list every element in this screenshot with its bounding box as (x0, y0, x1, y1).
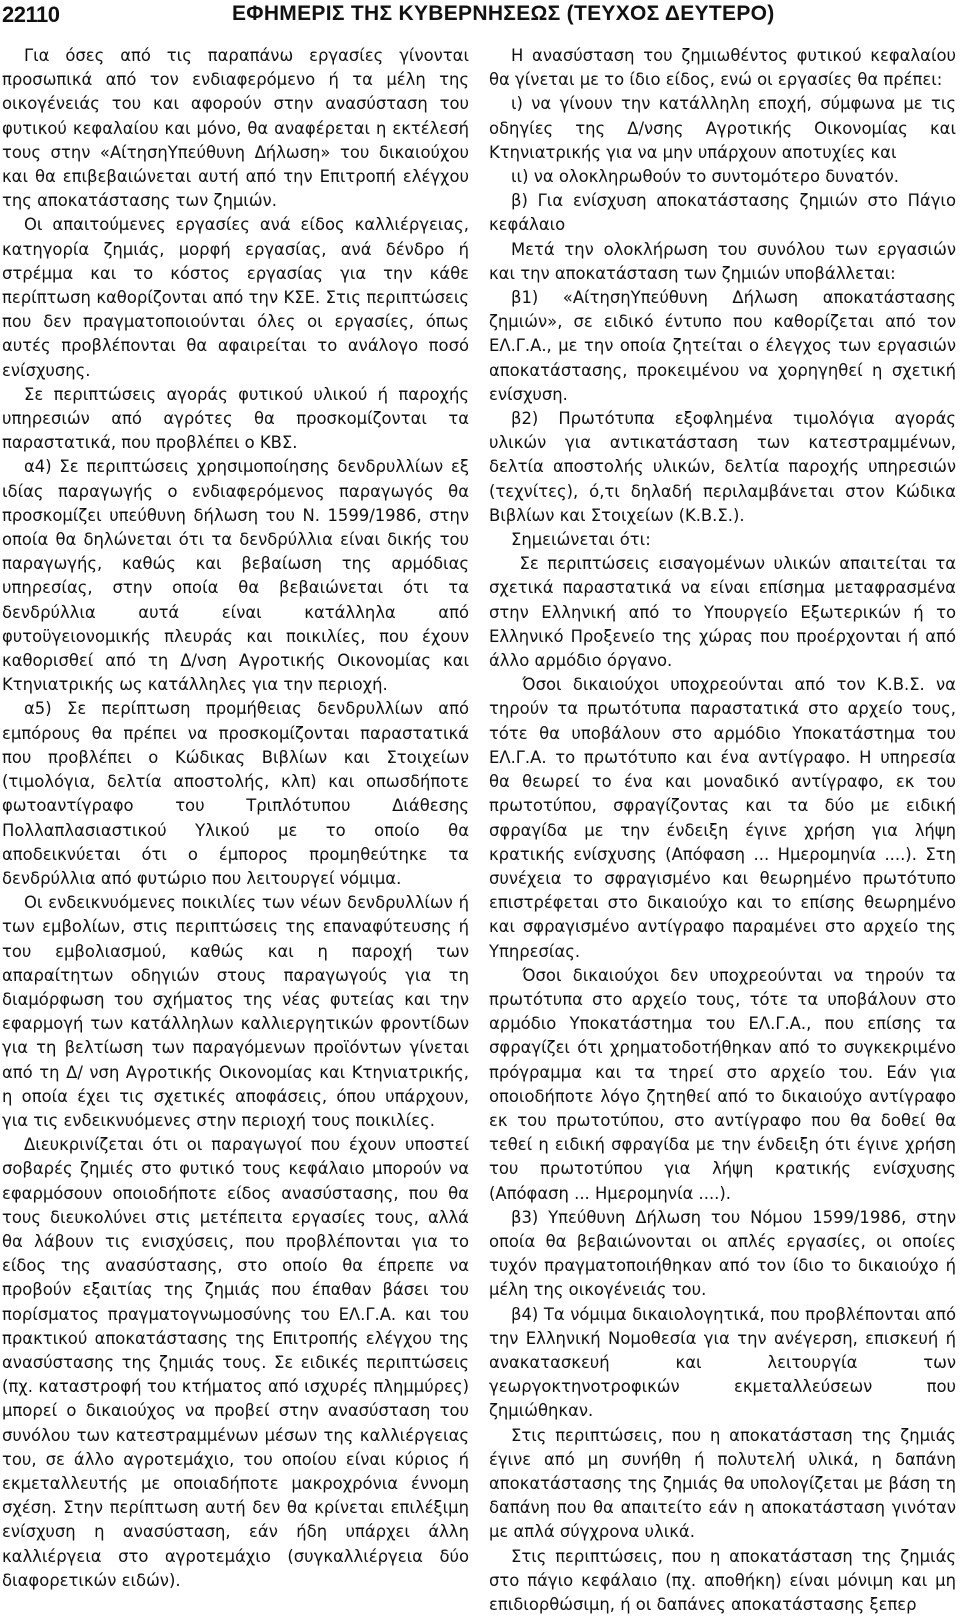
journal-title: ΕΦΗΜΕΡΙΣ ΤΗΣ ΚΥΒΕΡΝΗΣΕΩΣ (ΤΕΥΧΟΣ ΔΕΥΤΕΡΟ) (232, 2, 775, 25)
paragraph: Στις περιπτώσεις, που η αποκατάσταση της ζημιάς έγινε από μη συνήθη ή πολυτελή υλικά, η δαπάνη αποκατάστασης της ζημιάς θα υπολογίζεται με βάση τη δαπάνη που θα απαιτείτο εάν η αποκατάσταση γινόταν με απλά σύγχρονα υλικά. (489, 1425, 956, 1542)
paragraph: Για όσες από τις παραπάνω εργασίες γίνονται προσωπικά από τον ενδιαφερόμενο ή τα μέλη της οικογένειάς του και αφορούν στην ανασύσταση του φυτικού κεφαλαίου και μόνο, θα αναφέρεται η εκτέλεσή τους στην «ΑίτησηΥπεύθυνη Δήλωση» του δικαιούχου και θα επιβεβαιώνεται αυτή από την Επιτροπή ελέγχου της αποκατάστασης των ζημιών. (2, 46, 469, 211)
paragraph: Οι απαιτούμενες εργασίες ανά είδος καλλιέργειας, κατηγορία ζημιάς, μορφή εργασίας, ανά δένδρο ή στρέμμα και το κόστος εργασίας για την κάθε περίπτωση καθορίζονται από την ΚΣΕ. Στις περιπτώσεις που δεν πραγματοποιούνται όλες οι εργασίες, όπως αυτές προβλέπονται θα αφαιρείται το ανάλογο ποσό ενίσχυσης. (2, 215, 469, 380)
paragraph: β) Για ενίσχυση αποκατάστασης ζημιών στο Πάγιο κεφάλαιο (489, 191, 956, 235)
paragraph: Στις περιπτώσεις, που η αποκατάσταση της ζημιάς στο πάγιο κεφάλαιο (πχ. αποθήκη) είναι μόνιμη και μη επιδιορθώσιμη, ή οι δαπάνες αποκατάστασης ξεπερ (489, 1546, 956, 1614)
paragraph: Μετά την ολοκλήρωση του συνόλου των εργασιών και την αποκατάσταση των ζημιών υποβάλλεται: (489, 239, 956, 283)
paragraph: ιι) να ολοκληρωθούν το συντομότερο δυνατόν. (511, 167, 899, 187)
paragraph: Σημειώνεται ότι: (511, 530, 651, 550)
paragraph: Οι ενδεικνυόμενες ποικιλίες των νέων δενδρυλλίων ή των εμβολίων, στις περιπτώσεις της επαναφύτευσης ή του εμβολιασμού, καθώς και η παροχή των απαραίτητων οδηγιών στους παραγωγούς για τη διαμόρφωση του σχήματος της νέας φυτείας και την εφαρμογή των κατάλληλων καλλιεργητικών φροντίδων για τη βελτίωση των παραγόμενων προϊόντων γίνεται από τη Δ/ νση Αγροτικής Οικονομίας και Κτηνιατρικής, η οποία έχει τις σχετικές αποφάσεις, όπου υπάρχουν, για τις ενδεικνυόμενες στην περιοχή τους ποικιλίες. (2, 893, 469, 1130)
paragraph: β3) Υπεύθυνη Δήλωση του Νόμου 1599/1986, στην οποία θα βεβαιώνονται οι απλές εργασίες, οι οποίες τυχόν πραγματοποιήθηκαν από τον ίδιο το δικαιούχο ή μέλη της οικογένειάς του. (489, 1207, 956, 1300)
paragraph: β2) Πρωτότυπα εξοφλημένα τιμολόγια αγοράς υλικών για αντικατάσταση των κατεστραμμένων, δελτία αποστολής υλικών, δελτία παροχής υπηρεσιών (τεχνίτες), ό,τι δηλαδή περιλαμβάνεται στον Κώδικα Βιβλίων και Στοιχείων (Κ.Β.Σ.). (489, 409, 956, 525)
paragraph: Όσοι δικαιούχοι υποχρεούνται από τον Κ.Β.Σ. να τηρούν τα πρωτότυπα παραστατικά στο αρχείο τους, τότε θα υποβάλουν στο αρμόδιο Υποκατάστημα του ΕΛ.Γ.Α. το πρωτότυπο και ένα αντίγραφο. Η υπηρεσία θα θεωρεί το ένα και μοναδικό αντίγραφο, εκ του πρωτοτύπου, σφραγίζοντας και τα δύο με ειδική σφραγίδα με την ένδειξη έγινε χρήση για λήψη κρατικής ενίσχυσης (Απόφαση ... Ημερομηνία ....). Στη συνέχεια το σφραγισμένο και θεωρημένο πρωτότυπο επιστρέφεται στο δικαιούχο και το επίσης θεωρημένο και σφραγισμένο αντίγραφο παραμένει στο αρχείο της Υπηρεσίας. (489, 675, 956, 961)
paragraph: Διευκρινίζεται ότι οι παραγωγοί που έχουν υποστεί σοβαρές ζημιές στο φυτικό τους κεφάλαιο μπορούν να εφαρμόσουν οποιοδήποτε είδος ανασύστασης, που θα τους διευκολύνει στις μετέπειτα εργασίες τους, αλλά θα λάβουν τις ενισχύσεις, που προβλέπονται για το είδος της ανασύστασης, στο οποίο θα έπρεπε να προβούν εξαιτίας της ζημιάς που έπαθαν βάσει του πορίσματος πραγματογνωμοσύνης του ΕΛ.Γ.Α. και του πρακτικού αποκατάστασης της Επιτροπής ελέγχου της ανασύστασης της ζημιάς τους. Σε ειδικές περιπτώσεις (πχ. καταστροφή του κτήματος από ισχυρές πλημμύρες) μπορεί ο δικαιούχος να προβεί στην ανασύσταση του συνόλου των κατεστραμμένων μέσων της καλλιέργειας του, σε άλλο αγροτεμάχιο, του οποίου είναι κύριος ή εκμεταλλευτής με οποιαδήποτε μακροχρόνια έννομη σχέση. Στην περίπτωση αυτή δεν θα κρίνεται επιλέξιμη ενίσχυση η ανασύσταση, εάν ήδη υπάρχει άλλη καλλιέργεια στο αγροτεμάχιο (συγκαλλιέργεια δύο διαφορετικών ειδών). (2, 1135, 469, 1590)
paragraph: β4) Τα νόμιμα δικαιολογητικά, που προβλέπονται από την Ελληνική Νομοθεσία για την ανέγερση, επισκευή ή ανακατασκευή και λειτουργία των γεωργοκτηνοτροφικών εκμεταλλεύσεων που ζημιώθηκαν. (489, 1304, 956, 1421)
right-column (489, 44, 956, 1617)
paragraph: Σε περιπτώσεις εισαγομένων υλικών απαιτείται τα σχετικά παραστατικά να είναι επίσημα μεταφρασμένα στην Ελληνική από το Υπουργείο Εξωτερικών ή το Ελληνικό Προξενείο της χώρας που προέρχονται ή από άλλο αρμόδιο όργανο. (489, 554, 956, 671)
paragraph: Η ανασύσταση του ζημιωθέντος φυτικού κεφαλαίου θα γίνεται με το ίδιο είδος, ενώ οι εργασίες θα πρέπει: (489, 46, 956, 90)
paragraph: Όσοι δικαιούχοι δεν υποχρεούνται να τηρούν τα πρωτότυπα στο αρχείο τους, τότε τα υποβάλουν στο αρμόδιο Υποκατάστημα του ΕΛ.Γ.Α., που επίσης τα σφραγίζει ότι χρηματοδοτήθηκαν από το συγκεκριμένο πρόγραμμα και τα τηρεί στο αρχείο του. Εάν για οποιοδήποτε λόγο ζητηθεί από το δικαιούχο αντίγραφο εκ του πρωτοτύπου, στο αντίγραφο που θα δοθεί θα τεθεί η ειδική σφραγίδα με την ένδειξη ότι έγινε χρήση του πρωτοτύπου για λήψη κρατικής ενίσχυσης (Απόφαση ... Ημερομηνία ....). (489, 965, 956, 1203)
left-column (2, 44, 469, 1593)
paragraph: β1) «ΑίτησηΥπεύθυνη Δήλωση αποκατάστασης ζημιών», σε ειδικό έντυπο που καθορίζεται από τον ΕΛ.Γ.Α., με την οποία ζητείται ο έλεγχος των εργασιών αποκατάστασης, προκειμένου να χορηγηθεί η σχετική ενίσχυση. (489, 288, 956, 404)
page-number: 22110 (2, 2, 60, 27)
paragraph: Σε περιπτώσεις αγοράς φυτικού υλικού ή παροχής υπηρεσιών από αγρότες θα προσκομίζονται τα παραστατικά, που προβλέπει ο ΚΒΣ. (2, 384, 469, 453)
paragraph: ι) να γίνουν την κατάλληλη εποχή, σύμφωνα με τις οδηγίες της Δ/νσης Αγροτικής Οικονομίας και Κτηνιατρικής για να μην υπάρχουν αποτυχίες και (489, 94, 956, 162)
paragraph: α5) Σε περίπτωση προμήθειας δενδρυλλίων από εμπόρους θα πρέπει να προσκομίζονται παραστατικά που προβλέπει ο Κώδικας Βιβλίων και Στοιχείων (τιμολόγια, δελτία αποστολής, κλπ) και οπωσδήποτε φωτοαντίγραφο του Τριπλότυπου Διάθεσης Πολλαπλασιαστικού Υλικού με το οποίο θα αποδεικνύεται ότι ο έμπορος προμηθεύτηκε τα δενδρύλλια από φυτώριο που λειτουργεί νόμιμα. (2, 699, 469, 888)
page-header (0, 0, 960, 34)
paragraph: α4) Σε περιπτώσεις χρησιμοποίησης δενδρυλλίων εξ ιδίας παραγωγής ο ενδιαφερόμενος παραγωγός θα προσκομίζει υπεύθυνη δήλωση του Ν. 1599/1986, στην οποία θα δηλώνεται ότι τα δενδρύλλια είναι δικής του παραγωγής, καθώς και βεβαίωση της αρμόδιας υπηρεσίας, στην οποία θα βεβαιώνεται ότι τα δενδρύλλια αυτά είναι κατάλληλα από φυτοϋγειονομικής πλευράς και ποικιλίες, που έχουν καθορισθεί από τη Δ/νση Αγροτικής Οικονομίας και Κτηνιατρικής ως κατάλληλες για την περιοχή. (2, 457, 469, 695)
